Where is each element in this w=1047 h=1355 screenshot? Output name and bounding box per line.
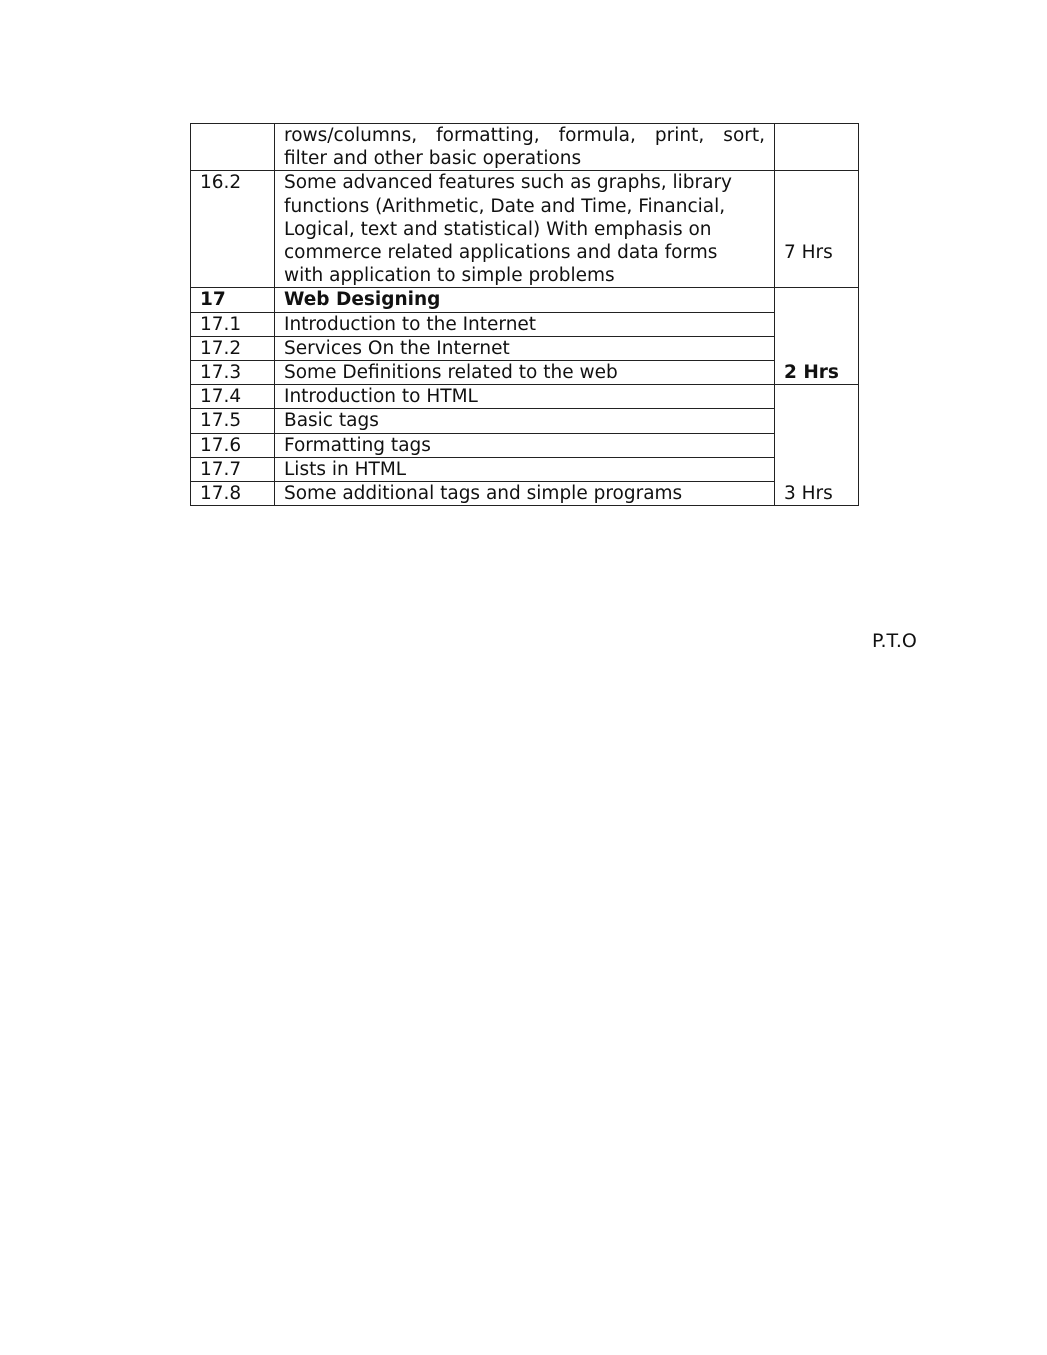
hours-cell: [775, 171, 859, 288]
topic-line: functions (Arithmetic, Date and Time, Financial,: [284, 195, 726, 217]
table-row: [191, 361, 859, 385]
section-title: Web Designing: [275, 288, 775, 312]
table-row: [191, 457, 859, 481]
topic-number: 17.6: [191, 433, 275, 457]
topic-number: 17.5: [191, 409, 275, 433]
table-row: [191, 171, 859, 288]
topic-number: 16.2: [191, 171, 275, 288]
topic-description: Some Definitions related to the web: [275, 361, 775, 385]
topic-number: 17.8: [191, 482, 275, 506]
topic-description: Introduction to HTML: [275, 385, 775, 409]
hours-cell: [775, 385, 859, 506]
topic-line: commerce related applications and data forms: [284, 242, 718, 264]
topic-description: [275, 171, 775, 288]
topic-description: [275, 124, 775, 171]
table-row: [191, 312, 859, 336]
topic-description: Services On the Internet: [275, 336, 775, 360]
topic-line: rows/columns, formatting, formula, print, sort,: [284, 125, 765, 146]
syllabus-table: [190, 123, 859, 506]
hours-cell: [775, 288, 859, 385]
hours-cell: [775, 124, 859, 171]
hours-value: 7 Hrs: [784, 242, 833, 264]
table-row: [191, 385, 859, 409]
topic-description: Basic tags: [275, 409, 775, 433]
hours-value: 3 Hrs: [784, 483, 833, 505]
topic-number: 17.1: [191, 312, 275, 336]
section-number: 17: [191, 288, 275, 312]
topic-line: Some advanced features such as graphs, library: [284, 172, 732, 194]
table-row: [191, 433, 859, 457]
topic-number: 17.7: [191, 457, 275, 481]
topic-number: 17.3: [191, 361, 275, 385]
topic-line: with application to simple problems: [284, 265, 615, 287]
table-row: [191, 409, 859, 433]
topic-number: [191, 124, 275, 171]
topic-number: 17.4: [191, 385, 275, 409]
topic-line: Logical, text and statistical) With emphasis on: [284, 218, 712, 240]
topic-description: Formatting tags: [275, 433, 775, 457]
topic-description: Introduction to the Internet: [275, 312, 775, 336]
hours-value: 2 Hrs: [784, 362, 839, 384]
topic-description: Lists in HTML: [275, 457, 775, 481]
table-row: [191, 124, 859, 171]
topic-description: Some additional tags and simple programs: [275, 482, 775, 506]
table-row: [191, 482, 859, 506]
topic-number: 17.2: [191, 336, 275, 360]
section-heading-row: [191, 288, 859, 312]
page-turn-note: P.T.O: [872, 630, 917, 652]
topic-line: filter and other basic operations: [284, 148, 582, 170]
table-row: [191, 336, 859, 360]
